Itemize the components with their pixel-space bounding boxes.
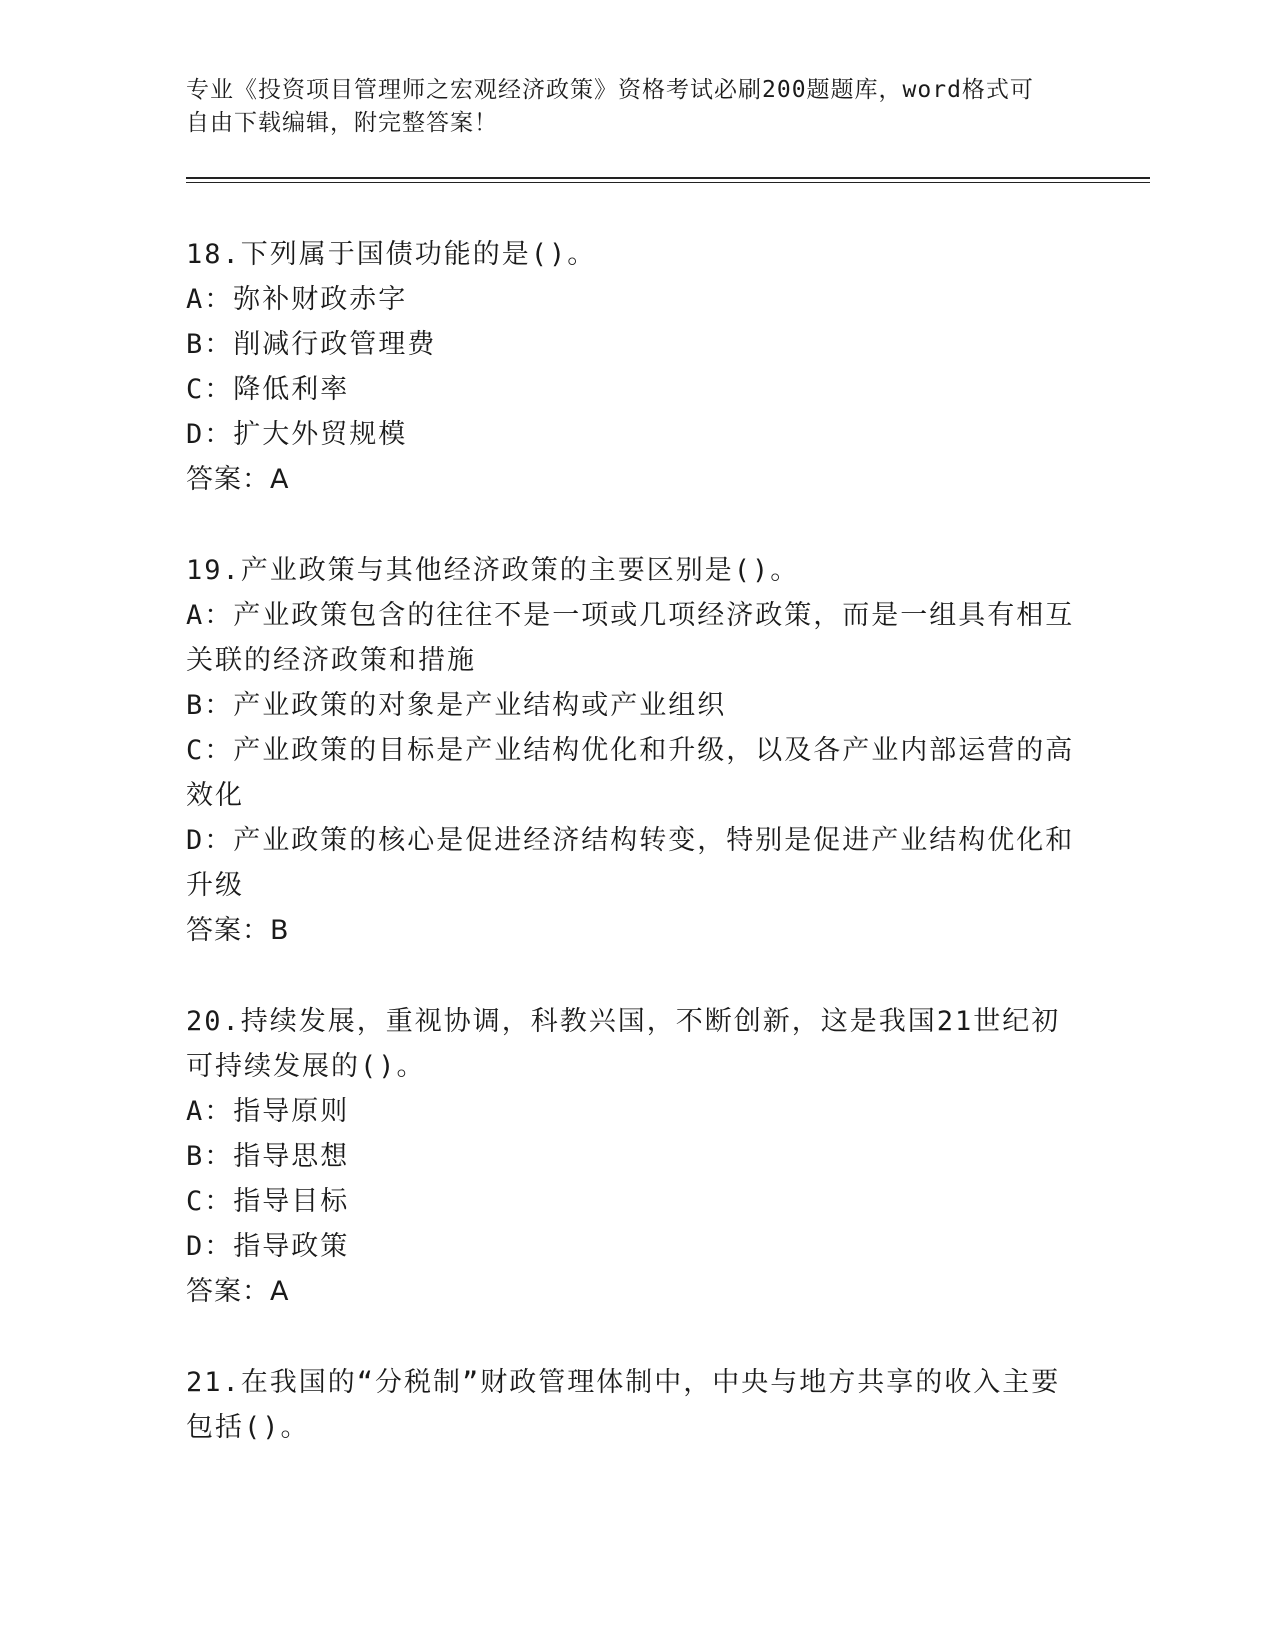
question-list (186, 232, 1075, 1450)
option-b: B：削减行政管理费 (186, 329, 437, 360)
option-a-continued: 关联的经济政策和措施 (186, 645, 476, 676)
question-20 (186, 999, 1066, 1314)
question-stem: 19.产业政策与其他经济政策的主要区别是()。 (186, 555, 800, 586)
question-stem-continued: 包括()。 (186, 1412, 310, 1443)
question-19 (186, 548, 1075, 953)
question-21 (186, 1360, 1066, 1450)
answer-text: 答案：A (186, 1276, 290, 1307)
option-c: C：产业政策的目标是产业结构优化和升级，以及各产业内部运营的高 (186, 735, 1075, 766)
option-b: B：指导思想 (186, 1141, 350, 1172)
question-spacer (186, 953, 1066, 999)
option-a: A：弥补财政赤字 (186, 284, 408, 315)
option-b: B：产业政策的对象是产业结构或产业组织 (186, 690, 727, 721)
header-line-2: 自由下载编辑，附完整答案！ (186, 110, 498, 136)
question-spacer (186, 1314, 1066, 1360)
question-stem: 20.持续发展，重视协调，科教兴国，不断创新，这是我国21世纪初 (186, 1006, 1061, 1037)
header-divider-thick (186, 177, 1150, 179)
option-c: C：指导目标 (186, 1186, 350, 1217)
question-stem: 21.在我国的“分税制”财政管理体制中，中央与地方共享的收入主要 (186, 1367, 1061, 1398)
question-stem-continued: 可持续发展的()。 (186, 1051, 426, 1082)
option-d-continued: 升级 (186, 870, 244, 901)
option-d: D：指导政策 (186, 1231, 350, 1262)
option-c: C：降低利率 (186, 374, 350, 405)
option-a: A：产业政策包含的往往不是一项或几项经济政策，而是一组具有相互 (186, 600, 1075, 631)
option-d: D：产业政策的核心是促进经济结构转变，特别是促进产业结构优化和 (186, 825, 1075, 856)
option-a: A：指导原则 (186, 1096, 350, 1127)
question-18 (186, 232, 1066, 502)
answer-text: 答案：B (186, 915, 290, 946)
question-stem: 18.下列属于国债功能的是()。 (186, 239, 597, 270)
option-d: D：扩大外贸规模 (186, 419, 408, 450)
answer-text: 答案：A (186, 464, 290, 495)
question-spacer (186, 502, 1066, 548)
option-c-continued: 效化 (186, 780, 244, 811)
header-line-1: 专业《投资项目管理师之宏观经济政策》资格考试必刷200题题库，word格式可 (186, 77, 1034, 103)
document-header (186, 74, 1066, 140)
header-divider-thin (186, 182, 1150, 183)
